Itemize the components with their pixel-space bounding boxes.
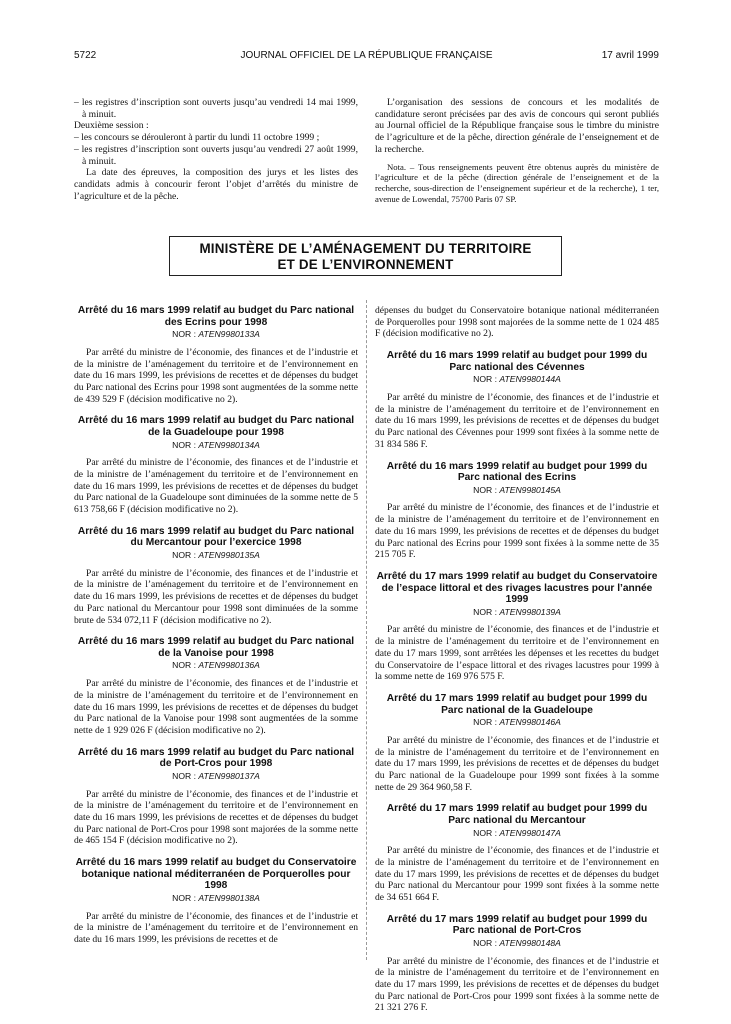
article-body: Par arrêté du ministre de l’économie, des finances et de l’industrie et de la ministre de l’aménagement du territoire et de l’environnement en date du 17 mars 1999, les prévisions de recettes et de dépenses du budget du Parc national de Port-Cros pour 1999 sont fixées à la somme nette de 21 321 276 F.	[375, 955, 659, 1014]
paragraph: Deuxième session :	[74, 120, 149, 132]
article-title: Arrêté du 16 mars 1999 relatif au budget du Parc national du Mercantour pour l’exercice 1998	[77, 525, 355, 549]
nor-code: ATEN9980136A	[198, 660, 260, 671]
article-body: Par arrêté du ministre de l’économie, des finances et de l’industrie et de la ministre de l’aménagement du territoire et de l’environnement en date du 16 mars 1999, les prévisions de recettes et de dépenses du budget du Parc national du Mercantour pour 1998 sont diminuées de la somme brute de 534 072,11 F (décision modificative no 2).	[74, 567, 358, 626]
nor-code: ATEN9980144A	[499, 374, 561, 385]
journal-title: JOURNAL OFFICIEL DE LA RÉPUBLIQUE FRANÇAISE	[240, 50, 493, 61]
article-title: Arrêté du 16 mars 1999 relatif au budget du Parc national des Ecrins pour 1998	[77, 305, 355, 328]
nor-reference: NOR : ATEN9980134A	[172, 439, 260, 450]
article	[74, 636, 358, 736]
issue-date: 17 avril 1999	[601, 50, 659, 61]
article-body: Par arrêté du ministre de l’économie, des finances et de l’industrie et de la ministre de l’aménagement du territoire et de l’environnement en date du 17 mars 1999, les prévisions de recettes et de dépenses du budget du Parc national de la Guadeloupe pour 1999 sont fixées à la somme nette de 29 364 960,58 F.	[375, 734, 659, 793]
nor-reference: NOR : ATEN9980147A	[473, 827, 561, 838]
top-left-column	[74, 97, 358, 202]
article-title: Arrêté du 17 mars 1999 relatif au budget pour 1999 du Parc national de Port-Cros	[386, 913, 648, 937]
article-body: Par arrêté du ministre de l’économie, des finances et de l’industrie et de la ministre de l’aménagement du territoire et de l’environnement en date du 16 mars 1999, les prévisions de recettes et de dépenses du budget du Parc national des Cévennes pour 1999 sont fixées à la somme nette de 31 834 586 F.	[375, 392, 659, 450]
top-right-column	[375, 97, 659, 205]
article	[74, 747, 358, 847]
article-body: Par arrêté du ministre de l’économie, des finances et de l’industrie et de la ministre de l’aménagement du territoire et de l’environnement en date du 16 mars 1999, les prévisions de recettes et de dépenses du budget du Parc national des Ecrins pour 1999 sont fixées à la somme nette de 35 215 705 F.	[375, 502, 659, 561]
nor-reference: NOR : ATEN9980136A	[172, 660, 260, 671]
page-header	[74, 50, 659, 64]
article	[74, 415, 358, 515]
article-title: Arrêté du 16 mars 1999 relatif au budget pour 1999 du Parc national des Ecrins	[386, 460, 648, 484]
nor-reference: NOR : ATEN9980145A	[473, 484, 561, 495]
article-body: Par arrêté du ministre de l’économie, des finances et de l’industrie et de la ministre de l’aménagement du territoire et de l’environnement en date du 16 mars 1999, les prévisions de recettes et de	[74, 910, 358, 945]
article	[74, 857, 358, 946]
nor-reference: NOR : ATEN9980133A	[172, 329, 260, 340]
paragraph: – les registres d’inscription sont ouverts jusqu’au vendredi 27 août 1999, à minuit.	[74, 143, 358, 167]
nor-reference: NOR : ATEN9980144A	[473, 374, 561, 385]
nor-code: ATEN9980145A	[499, 484, 561, 495]
nor-code: ATEN9980139A	[499, 606, 561, 617]
article-title: Arrêté du 16 mars 1999 relatif au budget pour 1999 du Parc national des Cévennes	[386, 350, 648, 373]
ministry-heading-line: MINISTÈRE DE L’AMÉNAGEMENT DU TERRITOIRE	[199, 241, 532, 256]
nor-code: ATEN9980138A	[198, 892, 260, 903]
article	[74, 526, 358, 626]
ministry-heading-line: ET DE L’ENVIRONNEMENT	[277, 257, 454, 272]
article-title: Arrêté du 16 mars 1999 relatif au budget du Parc national de Port-Cros pour 1998	[77, 746, 355, 770]
nor-reference: NOR : ATEN9980135A	[172, 550, 260, 560]
article-body: Par arrêté du ministre de l’économie, des finances et de l’industrie et de la ministre de l’aménagement du territoire et de l’environnement en date du 16 mars 1999, les prévisions de recettes et de dépenses du budget du Parc national de la Vanoise pour 1998 sont augmentées de la somme nette de 1 929 026 F (décision modificative no 2).	[74, 678, 358, 736]
page-number: 5722	[74, 50, 97, 61]
article	[375, 350, 659, 450]
nor-reference: NOR : ATEN9980148A	[473, 937, 561, 948]
article-body: Par arrêté du ministre de l’économie, des finances et de l’industrie et de la ministre de l’aménagement du territoire et de l’environnement en date du 16 mars 1999, les prévisions de recettes et de dépenses du budget du Parc national de Port-Cros pour 1998 sont majorées de la somme nette de 465 154 F (décision modificative no 2).	[74, 788, 358, 847]
ministry-heading	[169, 236, 562, 276]
paragraph: – les concours se dérouleront à partir du lundi 11 octobre 1999 ;	[74, 132, 320, 144]
article-title: Arrêté du 17 mars 1999 relatif au budget pour 1999 du Parc national de la Guadeloupe	[386, 692, 648, 716]
nota: Nota. – Tous renseignements peuvent être obtenus auprès du ministère de l’agriculture et de la pêche (direction générale de l’enseignement et de la recherche, sous-direction de l’enseignement supérieur et de la recherche), 1 ter, avenue de Lowendal, 75700 Paris 07 SP.	[375, 161, 659, 204]
article-body: Par arrêté du ministre de l’économie, des finances et de l’industrie et de la ministre de l’aménagement du territoire et de l’environnement en date du 17 mars 1999, sont arrêtées les dépenses et les recettes du budget du Conservatoire de l’espace littoral et des rivages lacustres pour 1999 à la somme nette de 169 976 575 F.	[375, 624, 659, 683]
paragraph: – les registres d’inscription sont ouverts jusqu’au vendredi 14 mai 1999, à minuit.	[74, 97, 358, 120]
article	[375, 803, 659, 903]
nor-reference: NOR : ATEN9980137A	[172, 770, 260, 781]
paragraph: L’organisation des sessions de concours et les modalités de candidature seront précisées par des avis de concours qui seront publiés au Journal officiel de la République française sous le timbre du ministre de l’agriculture et de la pêche, direction générale de l’enseignement et de la recherche.	[375, 97, 659, 155]
nor-code: ATEN9980133A	[198, 329, 260, 340]
article-title: Arrêté du 17 mars 1999 relatif au budget pour 1999 du Parc national du Mercantour	[386, 803, 648, 826]
article-body: dépenses du budget du Conservatoire botanique national méditerranéen de Porquerolles pour 1998 sont majorées de la somme nette de 1 024 485 F (décision modificative no 2).	[375, 305, 659, 340]
article-title: Arrêté du 16 mars 1999 relatif au budget du Conservatoire botanique national méditerranéen de Porquerolles pour 1998	[75, 857, 357, 892]
article-title: Arrêté du 16 mars 1999 relatif au budget du Parc national de la Guadeloupe pour 1998	[77, 415, 355, 438]
paragraph: La date des épreuves, la composition des jurys et les listes des candidats admis à concourir feront l’objet d’arrêtés du ministre de l’agriculture et de la pêche.	[74, 167, 358, 202]
article	[74, 305, 358, 405]
nor-code: ATEN9980146A	[499, 717, 561, 728]
nor-reference: NOR : ATEN9980138A	[172, 892, 260, 903]
nor-code: ATEN9980148A	[499, 937, 561, 948]
article-body: Par arrêté du ministre de l’économie, des finances et de l’industrie et de la ministre de l’aménagement du territoire et de l’environnement en date du 16 mars 1999, les prévisions de recettes et de dépenses du budget du Parc national de la Guadeloupe sont diminuées de la somme nette de 5 613 758,66 F (décision modificative no 2).	[74, 457, 358, 516]
column-divider	[366, 300, 367, 960]
article	[375, 693, 659, 793]
article-continuation	[375, 305, 659, 340]
nor-code: ATEN9980134A	[198, 439, 260, 450]
nor-code: ATEN9980135A	[198, 550, 260, 560]
article-body: Par arrêté du ministre de l’économie, des finances et de l’industrie et de la ministre de l’aménagement du territoire et de l’environnement en date du 16 mars 1999, les prévisions de recettes et de dépenses du budget du Parc national des Ecrins pour 1998 sont augmentées de la somme nette de 439 529 F (décision modificative no 2).	[74, 346, 359, 405]
article-body: Par arrêté du ministre de l’économie, des finances et de l’industrie et de la ministre de l’aménagement du territoire et de l’environnement en date du 17 mars 1999, les prévisions de recettes et de dépenses du budget du Parc national du Mercantour pour 1999 sont fixées à la somme nette de 34 651 664 F.	[375, 845, 659, 904]
nor-code: ATEN9980137A	[198, 770, 260, 781]
article-title: Arrêté du 16 mars 1999 relatif au budget du Parc national de la Vanoise pour 1998	[77, 636, 355, 659]
article	[375, 914, 659, 1014]
nor-reference: NOR : ATEN9980146A	[473, 717, 561, 728]
right-column	[375, 305, 659, 1024]
article-title: Arrêté du 17 mars 1999 relatif au budget du Conservatoire de l’espace littoral et des rivages lacustres pour l’année 1999	[376, 570, 658, 606]
nor-code: ATEN9980147A	[499, 827, 561, 838]
nor-reference: NOR : ATEN9980139A	[473, 606, 561, 617]
article	[375, 571, 659, 683]
article	[375, 461, 659, 561]
left-column	[74, 305, 358, 956]
